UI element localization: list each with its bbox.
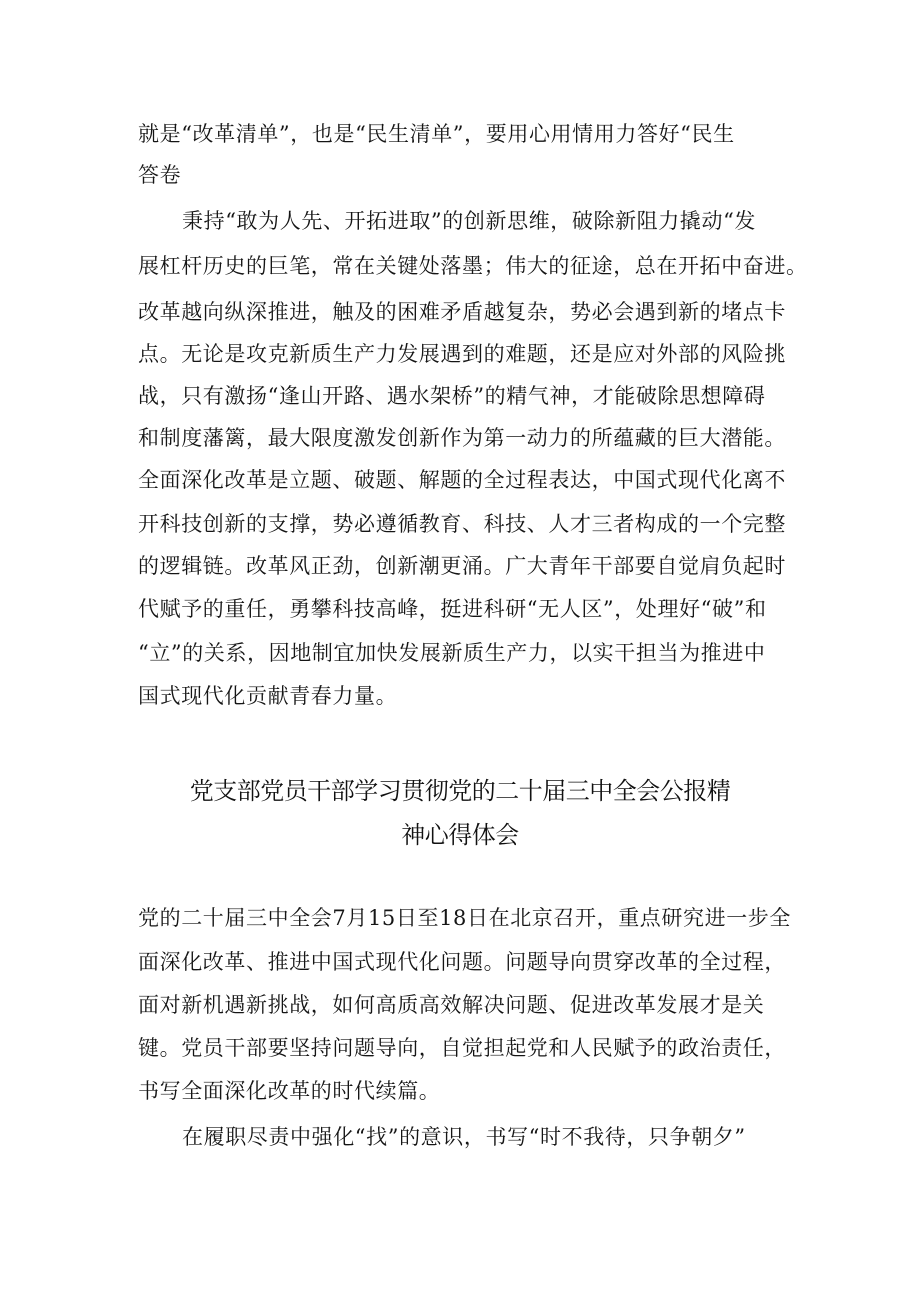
paragraph-3-line-3: 面对新机遇新挑战，如何高质高效解决问题、促进改革发展才是关 <box>138 993 765 1017</box>
paragraph-2-line-8: 开科技创新的支撑，势必遵循教育、科技、人才三者构成的一个完整 <box>138 512 786 536</box>
paragraph-3-line-5: 书写全面深化改革的时代续篇。 <box>138 1079 441 1103</box>
paragraph-2-line-3: 改革越向纵深推进，触及的困难矛盾越复杂，势必会遇到新的堵点卡 <box>138 300 786 324</box>
paragraph-2-line-10: 代赋予的重任，勇攀科技高峰，挺进科研“无人区”，处理好“破”和 <box>138 597 767 621</box>
section-title-line-2: 神心得体会 <box>401 821 519 849</box>
section-title-line-1: 党支部党员干部学习贯彻党的二十届三中全会公报精 <box>189 777 731 805</box>
paragraph-2-line-9: 的逻辑链。改革风正劲，创新潮更涌。广大青年干部要自觉肩负起时 <box>138 554 786 578</box>
paragraph-2-line-1: 秉持“敢为人先、开拓进取”的创新思维，破除新阻力撬动“发 <box>182 209 757 233</box>
paragraph-2-line-6: 和制度藩篱，最大限度激发创新作为第一动力的所蕴藏的巨大潜能。 <box>138 426 786 450</box>
paragraph-2-line-5: 战，只有激扬“逢山开路、遇水架桥”的精气神，才能破除思想障碍 <box>138 384 766 408</box>
paragraph-2-line-7: 全面深化改革是立题、破题、解题的全过程表达，中国式现代化离不 <box>138 468 786 492</box>
paragraph-3-line-4: 键。党员干部要坚持问题导向，自觉担起党和人民赋予的政治责任， <box>138 1036 786 1060</box>
paragraph-1-line-2: 答卷 <box>138 163 182 187</box>
paragraph-4-line-1: 在履职尽责中强化“找”的意识，书写“时不我待，只争朝夕” <box>182 1125 746 1149</box>
paragraph-3-line-2: 面深化改革、推进中国式现代化问题。问题导向贯穿改革的全过程， <box>138 950 786 974</box>
paragraph-2-line-11: “立”的关系，因地制宜加快发展新质生产力，以实干担当为推进中 <box>138 641 766 665</box>
paragraph-2-line-4: 点。无论是攻克新质生产力发展遇到的难题，还是应对外部的风险挑 <box>138 342 786 366</box>
paragraph-2-line-2: 展杠杆历史的巨笔，常在关键处落墨；伟大的征途，总在开拓中奋进。 <box>138 254 808 278</box>
paragraph-2-line-12: 国式现代化贡献青春力量。 <box>138 684 398 708</box>
paragraph-3-line-1: 党的二十届三中全会7月15日至18日在北京召开，重点研究进一步全 <box>138 906 792 930</box>
paragraph-1-line-1: 就是“改革清单”，也是“民生清单”，要用心用情用力答好“民生 <box>138 122 735 146</box>
